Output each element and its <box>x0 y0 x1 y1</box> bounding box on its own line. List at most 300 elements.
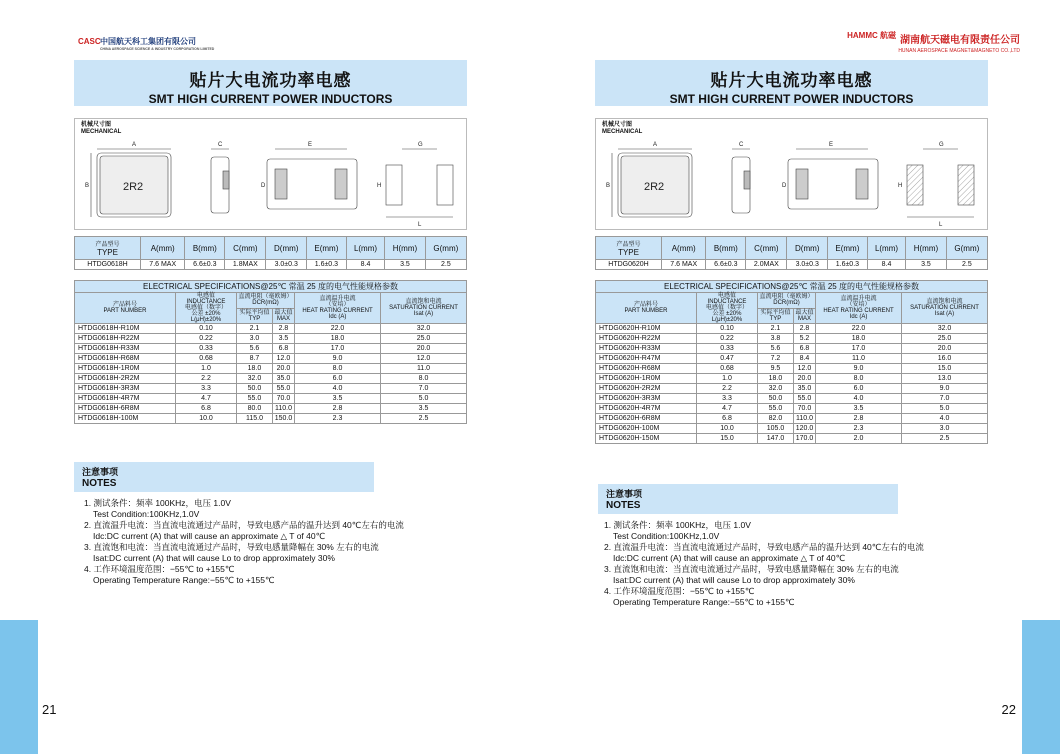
mechanical-drawing <box>74 118 467 230</box>
spec-row <box>75 404 467 414</box>
ind-en: INDUCTANCE <box>186 299 226 305</box>
spec-cell: 9.0 <box>295 354 381 364</box>
spec-cell: HTDG0618H-100M <box>75 414 176 424</box>
title-cn: 贴片大电流功率电感 <box>189 71 352 90</box>
spec-row <box>596 434 988 444</box>
dcr-max-header <box>793 308 815 324</box>
company-name-en: HUNAN AEROSPACE MAGNET&MAGNETO CO.,LTD <box>898 48 1020 54</box>
spec-cell: 35.0 <box>793 384 815 394</box>
ind-tol: 公差 ±20% <box>191 311 221 317</box>
dim-a-label: A <box>653 142 658 148</box>
pn-cn: 产品料号 <box>112 302 137 308</box>
mech-label-cn: 机械尺寸图 <box>81 122 112 128</box>
spec-cell: 55.0 <box>793 394 815 404</box>
dims-cell: 2.0MAX <box>746 260 787 270</box>
spec-cell: 70.0 <box>272 394 294 404</box>
spec-row <box>596 414 988 424</box>
dim-l-label: L <box>939 222 943 228</box>
pn-en: PART NUMBER <box>624 308 668 314</box>
ind-cn2: 电感值（数字） <box>705 305 748 311</box>
note-line: Idc:DC current (A) that will cause an approximate △ T of 40℃ <box>613 553 846 563</box>
spec-row <box>596 324 988 334</box>
spec-cell: HTDG0620H-3R3M <box>596 394 697 404</box>
hammc-logo: HAMMC 航磁 <box>847 31 896 40</box>
spec-cell: 25.0 <box>902 334 988 344</box>
spec-cell: 2.8 <box>793 324 815 334</box>
title-cn: 贴片大电流功率电感 <box>710 71 873 90</box>
dims-cell: 2.5 <box>425 260 466 270</box>
pn-cn: 产品料号 <box>633 302 658 308</box>
note-line: Isat:DC current (A) that will cause Lo to drop approximately 30% <box>93 553 335 563</box>
notes-list-right <box>604 520 924 608</box>
spec-cell: 0.22 <box>697 334 758 344</box>
spec-cell: 0.68 <box>697 364 758 374</box>
sat-unit: Isat (A) <box>413 311 434 317</box>
spec-cell: HTDG0618H-R22M <box>75 334 176 344</box>
title-box <box>595 60 988 106</box>
spec-cell: 8.7 <box>237 354 273 364</box>
spec-cell: 11.0 <box>381 364 467 374</box>
dim-e-label: E <box>308 142 313 148</box>
dimensions-table <box>595 236 988 270</box>
dims-cell: 7.6 MAX <box>141 260 185 270</box>
sat-header <box>381 293 467 324</box>
heat-unit: Idc (A) <box>849 314 868 320</box>
dims-type-header <box>75 237 141 260</box>
note-line: 1. 测试条件：频率 100KHz，电压 1.0V <box>84 498 231 508</box>
spec-cell: 110.0 <box>272 404 294 414</box>
spec-cell: 147.0 <box>758 434 794 444</box>
spec-cell: HTDG0620H-R10M <box>596 324 697 334</box>
spec-cell: 4.0 <box>295 384 381 394</box>
land-right <box>958 165 974 205</box>
side-band <box>1022 620 1060 754</box>
note-line: Test Condition:100KHz,1.0V <box>613 531 720 541</box>
spec-cell: 8.0 <box>381 374 467 384</box>
spec-cell: 10.0 <box>176 414 237 424</box>
spec-cell: 5.0 <box>902 404 988 414</box>
spec-cell: 15.0 <box>902 364 988 374</box>
electrical-specs-table <box>74 280 467 424</box>
dims-type-header <box>596 237 662 260</box>
dims-cell: 8.4 <box>346 260 384 270</box>
side-view-terminal <box>744 171 750 189</box>
note-line: 2. 直流温升电流：当直流电流通过产品时，导致电感产品的温升达到 40℃左右的电流 <box>84 520 404 530</box>
dims-cell: HTDG0618H <box>75 260 141 270</box>
spec-cell: 12.0 <box>272 354 294 364</box>
note-line: 3. 直流饱和电流：当直流电流通过产品时，导致电感量降幅在 30% 左右的电流 <box>84 542 379 552</box>
dims-col-h: H(mm) <box>385 237 426 260</box>
note-line: Operating Temperature Range:−55℃ to +155℃ <box>613 597 795 607</box>
typ-cn: 实际平均值 <box>239 309 270 316</box>
spec-cell: 32.0 <box>758 384 794 394</box>
spec-cell: 7.0 <box>381 384 467 394</box>
mech-label <box>81 122 121 136</box>
spec-row <box>75 394 467 404</box>
spec-cell: 11.0 <box>816 354 902 364</box>
spec-cell: 0.33 <box>697 344 758 354</box>
spec-cell: 5.6 <box>758 344 794 354</box>
spec-cell: HTDG0618H-4R7M <box>75 394 176 404</box>
pad-left <box>275 169 287 199</box>
spec-cell: HTDG0620H-R47M <box>596 354 697 364</box>
notes-list <box>84 498 404 586</box>
dims-col-b: B(mm) <box>706 237 746 260</box>
spec-cell: 0.10 <box>176 324 237 334</box>
dims-type-cn: 产品型号 <box>616 242 641 248</box>
spec-cell: 120.0 <box>793 424 815 434</box>
dims-cell: 8.4 <box>867 260 905 270</box>
spec-cell: 4.0 <box>816 394 902 404</box>
spec-cell: 32.0 <box>902 324 988 334</box>
specs-section-title: ELECTRICAL SPECIFICATIONS@25℃ 常温 25 度的电气性能规格参数 <box>75 281 467 293</box>
spec-cell: 12.0 <box>381 354 467 364</box>
typ-en: TYP <box>769 315 782 322</box>
note-line: Isat:DC current (A) that will cause Lo to drop approximately 30% <box>613 575 855 585</box>
note-line: Test Condition:100KHz,1.0V <box>93 509 200 519</box>
spec-cell: 6.0 <box>295 374 381 384</box>
heat-header <box>295 293 381 324</box>
spec-cell: 55.0 <box>758 404 794 414</box>
dim-b-label: B <box>85 183 90 189</box>
notes-title-cn: 注意事项 <box>82 467 119 477</box>
note-line: 4. 工作环境温度范围：−55℃ to +155℃ <box>84 564 235 574</box>
specs-section-title: ELECTRICAL SPECIFICATIONS@25℃ 常温 25 度的电气性能规格参数 <box>596 281 988 293</box>
dims-cell: 3.0±0.3 <box>787 260 828 270</box>
dims-cell: 3.5 <box>385 260 426 270</box>
spec-cell: 2.2 <box>176 374 237 384</box>
spec-cell: HTDG0620H-R68M <box>596 364 697 374</box>
dims-col-c: C(mm) <box>225 237 266 260</box>
dims-col-g: G(mm) <box>946 237 987 260</box>
dim-d-label: D <box>782 183 787 189</box>
spec-cell: 9.0 <box>816 364 902 374</box>
spec-cell: 3.5 <box>295 394 381 404</box>
dcr-en: DCR(mΩ) <box>252 300 279 307</box>
spec-cell: 2.1 <box>237 324 273 334</box>
page-right <box>530 0 1060 754</box>
dims-col-d: D(mm) <box>266 237 307 260</box>
company-name-en: CHINA AEROSPACE SCIENCE & INDUSTRY CORPORATION LIMITED <box>100 47 215 51</box>
spec-cell: 20.0 <box>902 344 988 354</box>
spec-cell: HTDG0618H-6R8M <box>75 404 176 414</box>
spec-cell: 18.0 <box>295 334 381 344</box>
mech-label <box>602 122 642 136</box>
spec-cell: 2.8 <box>816 414 902 424</box>
mech-label-en: MECHANICAL <box>602 129 643 135</box>
spec-row <box>596 424 988 434</box>
spec-cell: 2.1 <box>758 324 794 334</box>
spec-row <box>596 384 988 394</box>
spec-row <box>75 384 467 394</box>
spec-cell: 0.68 <box>176 354 237 364</box>
spec-row <box>75 374 467 384</box>
mechanical-drawing-svg <box>596 119 989 231</box>
dim-d-label: D <box>261 183 266 189</box>
typ-cn: 实际平均值 <box>760 309 791 316</box>
spec-cell: 3.3 <box>176 384 237 394</box>
sat-en: SATURATION CURRENT <box>389 305 458 311</box>
note-line: 2. 直流温升电流：当直流电流通过产品时，导致电感产品的温升达到 40℃左右的电流 <box>604 542 924 552</box>
electrical-specs-table <box>595 280 988 444</box>
spec-cell: 10.0 <box>697 424 758 434</box>
heat-cn: 直流温升电流 <box>319 296 356 302</box>
spec-cell: 32.0 <box>237 374 273 384</box>
dims-cell: 6.6±0.3 <box>706 260 746 270</box>
spec-cell: 4.0 <box>902 414 988 424</box>
title-en: SMT HIGH CURRENT POWER INDUCTORS <box>669 92 914 106</box>
side-band <box>0 620 38 754</box>
spec-cell: 6.8 <box>793 344 815 354</box>
spec-cell: 2.3 <box>816 424 902 434</box>
spec-cell: 82.0 <box>758 414 794 424</box>
dims-cell: 3.5 <box>906 260 947 270</box>
spec-cell: 32.0 <box>381 324 467 334</box>
dcr-cn: 直流电阻（毫欧姆） <box>238 294 293 301</box>
spec-cell: 55.0 <box>272 384 294 394</box>
spec-cell: 35.0 <box>272 374 294 384</box>
dims-col-a: A(mm) <box>141 237 185 260</box>
spec-cell: 4.7 <box>176 394 237 404</box>
land-left <box>386 165 402 205</box>
ind-en: INDUCTANCE <box>707 299 747 305</box>
company-name-cn: 中国航天科工集团有限公司 <box>100 37 196 46</box>
dims-col-e: E(mm) <box>827 237 867 260</box>
ind-cn: 电感值 <box>717 293 736 299</box>
spec-cell: 18.0 <box>816 334 902 344</box>
spec-cell: 2.2 <box>697 384 758 394</box>
company-header <box>847 30 1020 54</box>
heat-cn2: （安培） <box>325 302 350 308</box>
dim-g-label: G <box>939 142 944 148</box>
dims-type-en: TYPE <box>97 248 118 257</box>
mechanical-drawing-svg <box>75 119 468 231</box>
land-left <box>907 165 923 205</box>
dim-h-label: H <box>898 183 903 189</box>
spec-cell: 150.0 <box>272 414 294 424</box>
spec-cell: 5.0 <box>381 394 467 404</box>
spec-cell: 2.5 <box>381 414 467 424</box>
dims-col-g: G(mm) <box>425 237 466 260</box>
spec-cell: HTDG0618H-R33M <box>75 344 176 354</box>
spec-cell: 8.4 <box>793 354 815 364</box>
spec-cell: 2.3 <box>295 414 381 424</box>
spec-cell: 7.2 <box>758 354 794 364</box>
spec-row <box>596 344 988 354</box>
spec-cell: 3.8 <box>758 334 794 344</box>
max-cn: 最大值 <box>274 309 293 316</box>
dims-cell: 7.6 MAX <box>662 260 706 270</box>
sat-en: SATURATION CURRENT <box>910 305 979 311</box>
spec-row <box>596 404 988 414</box>
heat-en: HEAT RATING CURRENT <box>302 308 373 314</box>
dims-cell: 3.0±0.3 <box>266 260 307 270</box>
spec-cell: 50.0 <box>758 394 794 404</box>
spec-cell: HTDG0618H-R68M <box>75 354 176 364</box>
ind-cn2: 电感值（数字） <box>184 305 227 311</box>
typ-en: TYP <box>248 315 261 322</box>
ind-unit: L(μH)±20% <box>711 317 743 323</box>
spec-row <box>596 394 988 404</box>
spec-row <box>75 364 467 374</box>
spec-cell: 1.0 <box>176 364 237 374</box>
spec-cell: 16.0 <box>902 354 988 364</box>
spec-cell: 4.7 <box>697 404 758 414</box>
pad-right <box>856 169 868 199</box>
spec-cell: 1.0 <box>697 374 758 384</box>
spec-cell: 8.0 <box>816 374 902 384</box>
marking-code: 2R2 <box>644 181 665 193</box>
spec-cell: 22.0 <box>295 324 381 334</box>
notes-bar-right <box>598 484 898 514</box>
ind-tol: 公差 ±20% <box>712 311 742 317</box>
spec-row <box>596 364 988 374</box>
spec-cell: HTDG0618H-2R2M <box>75 374 176 384</box>
spec-row <box>75 354 467 364</box>
spec-cell: 3.0 <box>902 424 988 434</box>
spec-cell: HTDG0618H-1R0M <box>75 364 176 374</box>
spec-cell: 18.0 <box>237 364 273 374</box>
spec-cell: 80.0 <box>237 404 273 414</box>
notes-title-en: NOTES <box>606 500 641 511</box>
sat-header <box>902 293 988 324</box>
spec-row <box>596 374 988 384</box>
pn-header <box>75 293 176 324</box>
max-en: MAX <box>276 315 290 322</box>
heat-en: HEAT RATING CURRENT <box>823 308 894 314</box>
notes-bar <box>74 462 374 492</box>
spec-cell: 6.8 <box>176 404 237 414</box>
spec-cell: 115.0 <box>237 414 273 424</box>
sat-cn: 直流饱和电流 <box>926 299 963 305</box>
spec-cell: 6.8 <box>697 414 758 424</box>
spec-cell: 22.0 <box>816 324 902 334</box>
pad-right <box>335 169 347 199</box>
spec-cell: HTDG0620H-6R8M <box>596 414 697 424</box>
spec-cell: 50.0 <box>237 384 273 394</box>
spec-row <box>75 414 467 424</box>
spec-cell: 3.5 <box>816 404 902 414</box>
page-number: 21 <box>42 702 57 717</box>
dcr-cn: 直流电阻（毫欧姆） <box>759 294 814 301</box>
mech-label-cn: 机械尺寸图 <box>602 122 633 128</box>
spec-cell: 2.8 <box>272 324 294 334</box>
spec-cell: 3.0 <box>237 334 273 344</box>
dims-col-d: D(mm) <box>787 237 828 260</box>
spec-cell: 9.5 <box>758 364 794 374</box>
ind-cn: 电感值 <box>196 293 215 299</box>
dims-cell: 6.6±0.3 <box>185 260 225 270</box>
spec-cell: HTDG0620H-150M <box>596 434 697 444</box>
notes-title-cn: 注意事项 <box>606 489 643 499</box>
sat-cn: 直流饱和电流 <box>405 299 442 305</box>
dims-cell: 1.6±0.3 <box>306 260 346 270</box>
sat-unit: Isat (A) <box>934 311 955 317</box>
spec-cell: 9.0 <box>902 384 988 394</box>
spec-cell: HTDG0618H-R10M <box>75 324 176 334</box>
spec-cell: 18.0 <box>758 374 794 384</box>
dims-col-e: E(mm) <box>306 237 346 260</box>
heat-unit: Idc (A) <box>328 314 347 320</box>
spec-cell: HTDG0620H-1R0M <box>596 374 697 384</box>
spec-cell: 13.0 <box>902 374 988 384</box>
spec-row <box>75 334 467 344</box>
ind-unit: L(μH)±20% <box>190 317 222 323</box>
spec-row <box>596 354 988 364</box>
casc-logo: CASC <box>78 37 101 46</box>
dcr-en: DCR(mΩ) <box>773 300 800 307</box>
note-line: Idc:DC current (A) that will cause an approximate △ T of 40℃ <box>93 531 326 541</box>
dcr-typ-header <box>237 308 273 324</box>
company-header <box>78 36 214 51</box>
dim-b-label: B <box>606 183 611 189</box>
spec-cell: 105.0 <box>758 424 794 434</box>
dim-a-label: A <box>132 142 137 148</box>
spec-cell: 2.8 <box>295 404 381 414</box>
dims-type-cn: 产品型号 <box>95 242 120 248</box>
dims-col-a: A(mm) <box>662 237 706 260</box>
dims-col-b: B(mm) <box>185 237 225 260</box>
pn-en: PART NUMBER <box>103 308 147 314</box>
spec-cell: 0.10 <box>697 324 758 334</box>
spec-cell: 8.0 <box>295 364 381 374</box>
dims-col-l: L(mm) <box>346 237 384 260</box>
spec-cell: HTDG0620H-R33M <box>596 344 697 354</box>
inductance-header <box>176 293 237 324</box>
dims-type-en: TYPE <box>618 248 639 257</box>
spec-cell: 20.0 <box>793 374 815 384</box>
dcr-header <box>237 293 295 309</box>
spec-row <box>75 344 467 354</box>
spec-cell: 17.0 <box>816 344 902 354</box>
dim-c-label: C <box>739 142 744 148</box>
spec-cell: 17.0 <box>295 344 381 354</box>
spec-cell: HTDG0620H-2R2M <box>596 384 697 394</box>
spec-row <box>75 324 467 334</box>
dimensions-table <box>74 236 467 270</box>
dims-cell: HTDG0620H <box>596 260 662 270</box>
dims-col-l: L(mm) <box>867 237 905 260</box>
spec-cell: HTDG0620H-100M <box>596 424 697 434</box>
max-cn: 最大值 <box>795 309 814 316</box>
spec-cell: 0.22 <box>176 334 237 344</box>
title-en: SMT HIGH CURRENT POWER INDUCTORS <box>148 92 393 106</box>
mech-label-en: MECHANICAL <box>81 129 122 135</box>
dim-h-label: H <box>377 183 382 189</box>
spec-cell: 0.33 <box>176 344 237 354</box>
inductance-header <box>697 293 758 324</box>
dims-cell: 1.6±0.3 <box>827 260 867 270</box>
dim-l-label: L <box>418 222 422 228</box>
heat-cn: 直流温升电流 <box>840 296 877 302</box>
spec-cell: HTDG0618H-3R3M <box>75 384 176 394</box>
dcr-typ-header <box>758 308 794 324</box>
pn-header <box>596 293 697 324</box>
spec-cell: 20.0 <box>272 364 294 374</box>
spec-cell: 6.8 <box>272 344 294 354</box>
dcr-header <box>758 293 816 309</box>
note-line: 1. 测试条件：频率 100KHz，电压 1.0V <box>604 520 751 530</box>
spec-cell: 5.2 <box>793 334 815 344</box>
page-number: 22 <box>1001 702 1016 717</box>
note-line: 4. 工作环境温度范围：−55℃ to +155℃ <box>604 586 755 596</box>
spec-cell: 170.0 <box>793 434 815 444</box>
dim-c-label: C <box>218 142 223 148</box>
spec-cell: 15.0 <box>697 434 758 444</box>
dim-g-label: G <box>418 142 423 148</box>
notes-title-en: NOTES <box>82 478 117 489</box>
company-name-cn: 湖南航天磁电有限责任公司 <box>900 35 1020 46</box>
